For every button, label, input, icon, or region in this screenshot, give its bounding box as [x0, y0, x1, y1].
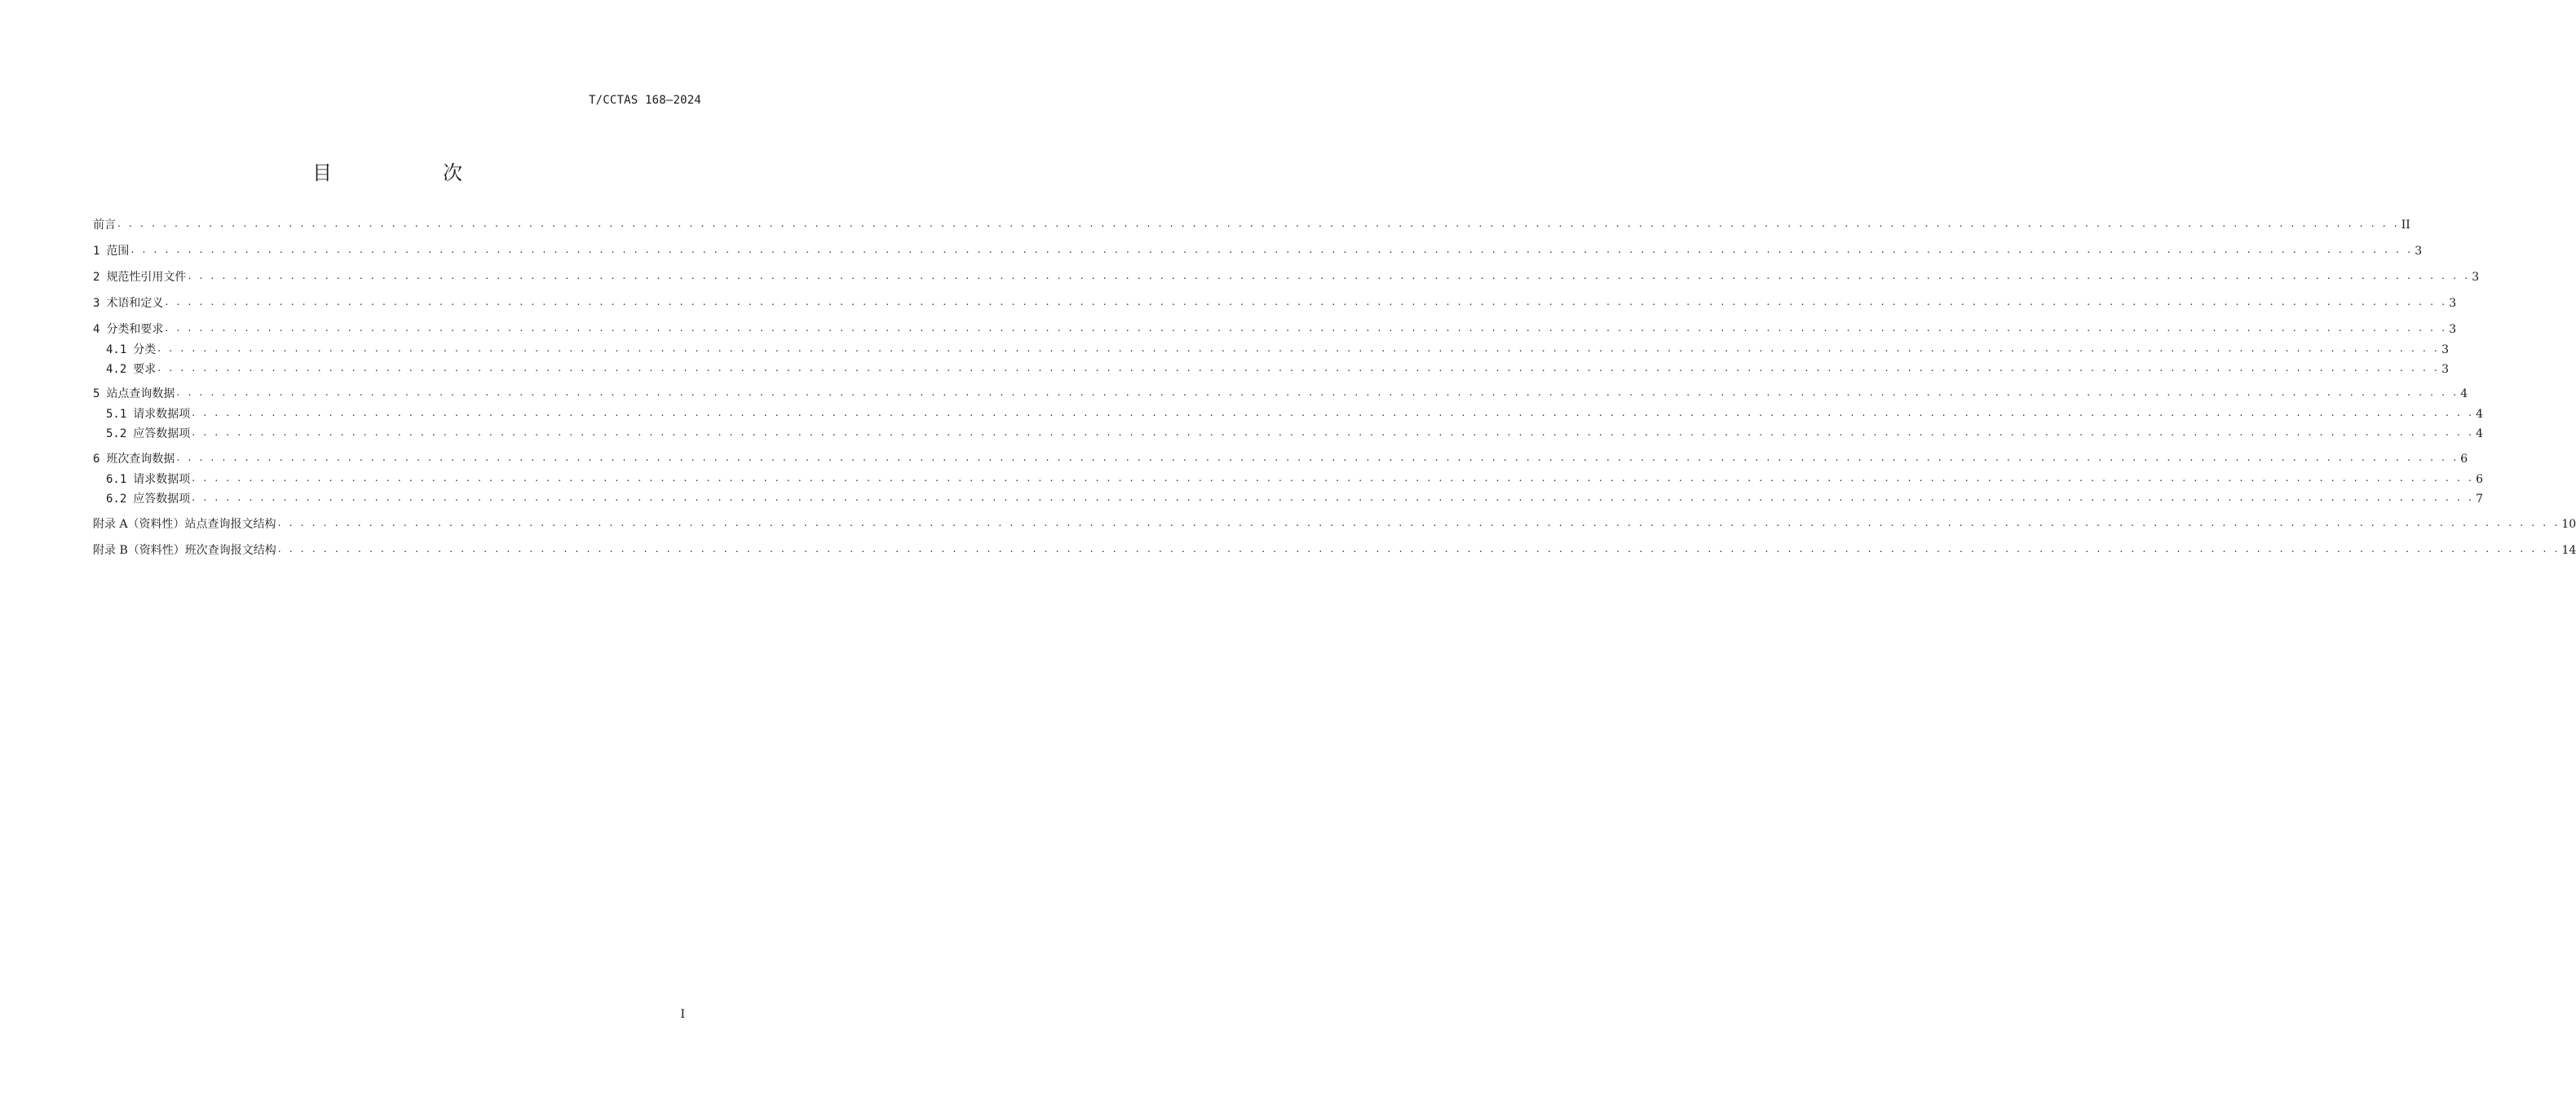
- toc-entry-page: 4: [2476, 427, 2483, 440]
- toc-entry-page: 6: [2460, 453, 2468, 466]
- toc-entry[interactable]: [93, 266, 2480, 285]
- toc-leader-dots: . . . . . . . . . . . . . . . . . . . . . . . . . . . . . . . . . . . . . . . . . . . . . . . . . . . . . . . . . . . . . . . . . . . . . . . . . . . . . . . . . . . . . . . . . . . . . . . . . . . . . . . . . . . . . . . . . . . . . . . . . . . . . . . . . . . . . . . . . . . . . . . . . . . . . . . . . . . . . . . . . . . . . . . . . . . . . . . . . . . . . . . . . . . . . . . . . . . . . . . .: [192, 492, 2475, 503]
- toc-entry-text: 术语和定义: [106, 297, 164, 310]
- toc-entry-text: 请求数据项: [133, 473, 191, 486]
- toc-entry[interactable]: [93, 240, 2423, 259]
- toc-entry-text: 前言: [93, 219, 116, 232]
- document-code: T/CCTAS 168—2024: [588, 94, 701, 107]
- toc-entry-label: [93, 243, 130, 259]
- toc-entry-page: 3: [2441, 343, 2449, 356]
- toc-leader-dots: . . . . . . . . . . . . . . . . . . . . . . . . . . . . . . . . . . . . . . . . . . . . . . . . . . . . . . . . . . . . . . . . . . . . . . . . . . . . . . . . . . . . . . . . . . . . . . . . . . . . . . . . . . . . . . . . . . . . . . . . . . . . . . . . . . . . . . . . . . . . . . . . . . . . . . . . . . . . . . . . . . . . . . . . . . . . . . . . . . . . . . . . . . . . . . . . . . . . . . . .: [192, 407, 2475, 418]
- toc-entry-text: 规范性引用文件: [106, 271, 187, 284]
- toc-entry[interactable]: [93, 539, 2576, 559]
- toc-entry[interactable]: [93, 214, 2410, 233]
- page-number: I: [680, 1008, 685, 1021]
- toc-entry[interactable]: [93, 382, 2468, 402]
- toc-leader-dots: . . . . . . . . . . . . . . . . . . . . . . . . . . . . . . . . . . . . . . . . . . . . . . . . . . . . . . . . . . . . . . . . . . . . . . . . . . . . . . . . . . . . . . . . . . . . . . . . . . . . . . . . . . . . . . . . . . . . . . . . . . . . . . . . . . . . . . . . . . . . . . . . . . . . . . . . . . . . . . . . . . . . . . . . . . . . . . . . . . . . . . . . . . . . . . . . . . . . . . . .: [165, 296, 2448, 307]
- toc-leader-dots: . . . . . . . . . . . . . . . . . . . . . . . . . . . . . . . . . . . . . . . . . . . . . . . . . . . . . . . . . . . . . . . . . . . . . . . . . . . . . . . . . . . . . . . . . . . . . . . . . . . . . . . . . . . . . . . . . . . . . . . . . . . . . . . . . . . . . . . . . . . . . . . . . . . . . . . . . . . . . . . . . . . . . . . . . . . . . . . . . . . . . . . . . . . . . . . . . . . . . . . .: [157, 362, 2441, 373]
- toc-entry-label: [106, 406, 192, 422]
- toc-entry-number: 1: [93, 245, 100, 258]
- toc-entry[interactable]: [106, 422, 2483, 442]
- toc-leader-dots: . . . . . . . . . . . . . . . . . . . . . . . . . . . . . . . . . . . . . . . . . . . . . . . . . . . . . . . . . . . . . . . . . . . . . . . . . . . . . . . . . . . . . . . . . . . . . . . . . . . . . . . . . . . . . . . . . . . . . . . . . . . . . . . . . . . . . . . . . . . . . . . . . . . . . . . . . . . . . . . . . . . . . . . . . . . . . . . . . . . . . . . . . . . . . . . . . . . . . . . .: [277, 543, 2561, 555]
- toc-leader-dots: . . . . . . . . . . . . . . . . . . . . . . . . . . . . . . . . . . . . . . . . . . . . . . . . . . . . . . . . . . . . . . . . . . . . . . . . . . . . . . . . . . . . . . . . . . . . . . . . . . . . . . . . . . . . . . . . . . . . . . . . . . . . . . . . . . . . . . . . . . . . . . . . . . . . . . . . . . . . . . . . . . . . . . . . . . . . . . . . . . . . . . . . . . . . . . . . . . . . . . . .: [176, 387, 2459, 398]
- toc-entry-page: 4: [2476, 408, 2483, 421]
- toc-entry-label: [93, 451, 176, 467]
- toc-entry-number: 4.1: [106, 343, 127, 356]
- toc-entry-number: 5.1: [106, 408, 127, 421]
- toc-leader-dots: . . . . . . . . . . . . . . . . . . . . . . . . . . . . . . . . . . . . . . . . . . . . . . . . . . . . . . . . . . . . . . . . . . . . . . . . . . . . . . . . . . . . . . . . . . . . . . . . . . . . . . . . . . . . . . . . . . . . . . . . . . . . . . . . . . . . . . . . . . . . . . . . . . . . . . . . . . . . . . . . . . . . . . . . . . . . . . . . . . . . . . . . . . . . . . . . . . . . . . . .: [130, 244, 2414, 255]
- toc-entry-text: 要求: [133, 363, 157, 376]
- toc-entry-label: [93, 269, 188, 285]
- toc-entry-page: 10: [2561, 518, 2576, 531]
- toc-entry-label: [93, 386, 176, 402]
- toc-leader-dots: . . . . . . . . . . . . . . . . . . . . . . . . . . . . . . . . . . . . . . . . . . . . . . . . . . . . . . . . . . . . . . . . . . . . . . . . . . . . . . . . . . . . . . . . . . . . . . . . . . . . . . . . . . . . . . . . . . . . . . . . . . . . . . . . . . . . . . . . . . . . . . . . . . . . . . . . . . . . . . . . . . . . . . . . . . . . . . . . . . . . . . . . . . . . . . . . . . . . . . . .: [165, 322, 2448, 334]
- toc-entry-number: 5.2: [106, 427, 127, 440]
- toc-entry-text: 应答数据项: [133, 493, 191, 506]
- toc-entry-page: 3: [2441, 363, 2449, 376]
- toc-entry-number: 6: [93, 453, 100, 466]
- toc-leader-dots: . . . . . . . . . . . . . . . . . . . . . . . . . . . . . . . . . . . . . . . . . . . . . . . . . . . . . . . . . . . . . . . . . . . . . . . . . . . . . . . . . . . . . . . . . . . . . . . . . . . . . . . . . . . . . . . . . . . . . . . . . . . . . . . . . . . . . . . . . . . . . . . . . . . . . . . . . . . . . . . . . . . . . . . . . . . . . . . . . . . . . . . . . . . . . . . . . . . . . . . .: [192, 426, 2475, 438]
- toc-entry-page: 3: [2472, 271, 2480, 284]
- toc-entry[interactable]: [93, 318, 2457, 338]
- toc-leader-dots: . . . . . . . . . . . . . . . . . . . . . . . . . . . . . . . . . . . . . . . . . . . . . . . . . . . . . . . . . . . . . . . . . . . . . . . . . . . . . . . . . . . . . . . . . . . . . . . . . . . . . . . . . . . . . . . . . . . . . . . . . . . . . . . . . . . . . . . . . . . . . . . . . . . . . . . . . . . . . . . . . . . . . . . . . . . . . . . . . . . . . . . . . . . . . . . . . . . . . . . .: [176, 452, 2459, 463]
- toc-entry[interactable]: [106, 468, 2483, 488]
- toc-entry-label: [106, 491, 192, 507]
- toc-entry[interactable]: [93, 513, 2576, 533]
- toc-entry-label: [106, 471, 192, 488]
- toc-entry[interactable]: [93, 292, 2457, 312]
- toc-leader-dots: . . . . . . . . . . . . . . . . . . . . . . . . . . . . . . . . . . . . . . . . . . . . . . . . . . . . . . . . . . . . . . . . . . . . . . . . . . . . . . . . . . . . . . . . . . . . . . . . . . . . . . . . . . . . . . . . . . . . . . . . . . . . . . . . . . . . . . . . . . . . . . . . . . . . . . . . . . . . . . . . . . . . . . . . . . . . . . . . . . . . . . . . . . . . . . . . . . . . . . . .: [277, 517, 2561, 528]
- toc-title: 目 次: [312, 161, 508, 184]
- toc-leader-dots: . . . . . . . . . . . . . . . . . . . . . . . . . . . . . . . . . . . . . . . . . . . . . . . . . . . . . . . . . . . . . . . . . . . . . . . . . . . . . . . . . . . . . . . . . . . . . . . . . . . . . . . . . . . . . . . . . . . . . . . . . . . . . . . . . . . . . . . . . . . . . . . . . . . . . . . . . . . . . . . . . . . . . . . . . . . . . . . . . . . . . . . . . . . . . . . . . . . . . . . .: [157, 342, 2441, 354]
- toc-entry-text: 请求数据项: [133, 408, 191, 421]
- toc-entry-label: [93, 516, 278, 533]
- toc-entry[interactable]: [106, 403, 2483, 422]
- toc-entry-number: 5: [93, 387, 100, 400]
- toc-entry-text: 分类: [133, 343, 157, 356]
- toc-entry-text: 班次查询数据: [106, 453, 175, 466]
- toc-entry-text: 应答数据项: [133, 427, 191, 440]
- toc-entry-page: 7: [2476, 493, 2483, 506]
- toc-entry-label: [93, 217, 117, 233]
- toc-entry-label: [93, 321, 165, 338]
- toc-entry[interactable]: [106, 488, 2483, 507]
- toc-entry-text: 附录 A（资料性）站点查询报文结构: [93, 518, 276, 531]
- toc-entry-number: 2: [93, 271, 100, 284]
- toc-entry-page: 3: [2415, 245, 2423, 258]
- toc-entry-number: 4: [93, 323, 100, 336]
- toc-entry-page: 6: [2476, 473, 2483, 486]
- toc-entry-number: 6.1: [106, 473, 127, 486]
- toc-leader-dots: . . . . . . . . . . . . . . . . . . . . . . . . . . . . . . . . . . . . . . . . . . . . . . . . . . . . . . . . . . . . . . . . . . . . . . . . . . . . . . . . . . . . . . . . . . . . . . . . . . . . . . . . . . . . . . . . . . . . . . . . . . . . . . . . . . . . . . . . . . . . . . . . . . . . . . . . . . . . . . . . . . . . . . . . . . . . . . . . . . . . . . . . . . . . . . . . . . . . . . . .: [192, 472, 2475, 484]
- toc-entry-label: [106, 361, 157, 378]
- toc-entry-label: [106, 342, 157, 358]
- toc-entry-label: [93, 542, 278, 559]
- toc-entry-page: 3: [2449, 297, 2457, 310]
- toc-entry-number: 6.2: [106, 493, 127, 506]
- toc-entry-text: 站点查询数据: [106, 387, 175, 400]
- toc-entry-page: II: [2401, 219, 2410, 232]
- toc-leader-dots: . . . . . . . . . . . . . . . . . . . . . . . . . . . . . . . . . . . . . . . . . . . . . . . . . . . . . . . . . . . . . . . . . . . . . . . . . . . . . . . . . . . . . . . . . . . . . . . . . . . . . . . . . . . . . . . . . . . . . . . . . . . . . . . . . . . . . . . . . . . . . . . . . . . . . . . . . . . . . . . . . . . . . . . . . . . . . . . . . . . . . . . . . . . . . . . . . . . . . . . .: [188, 270, 2471, 281]
- toc-entry-text: 范围: [106, 245, 130, 258]
- toc-entry-label: [106, 426, 192, 442]
- toc-entry-page: 4: [2460, 387, 2468, 400]
- toc-entry[interactable]: [93, 448, 2468, 467]
- toc-entry-label: [93, 295, 165, 312]
- toc-entry-page: 3: [2449, 323, 2457, 336]
- toc-leader-dots: . . . . . . . . . . . . . . . . . . . . . . . . . . . . . . . . . . . . . . . . . . . . . . . . . . . . . . . . . . . . . . . . . . . . . . . . . . . . . . . . . . . . . . . . . . . . . . . . . . . . . . . . . . . . . . . . . . . . . . . . . . . . . . . . . . . . . . . . . . . . . . . . . . . . . . . . . . . . . . . . . . . . . . . . . . . . . . . . . . . . . . . . . . . . . . . . . . . . . . . .: [117, 218, 2400, 229]
- toc-entry-text: 附录 B（资料性）班次查询报文结构: [93, 544, 276, 557]
- toc-entry[interactable]: [106, 358, 2449, 378]
- toc-entry[interactable]: [106, 338, 2449, 358]
- toc-entry-number: 3: [93, 297, 100, 310]
- toc-entry-page: 14: [2561, 544, 2576, 557]
- toc-entry-number: 4.2: [106, 363, 127, 376]
- toc-entry-text: 分类和要求: [106, 323, 164, 336]
